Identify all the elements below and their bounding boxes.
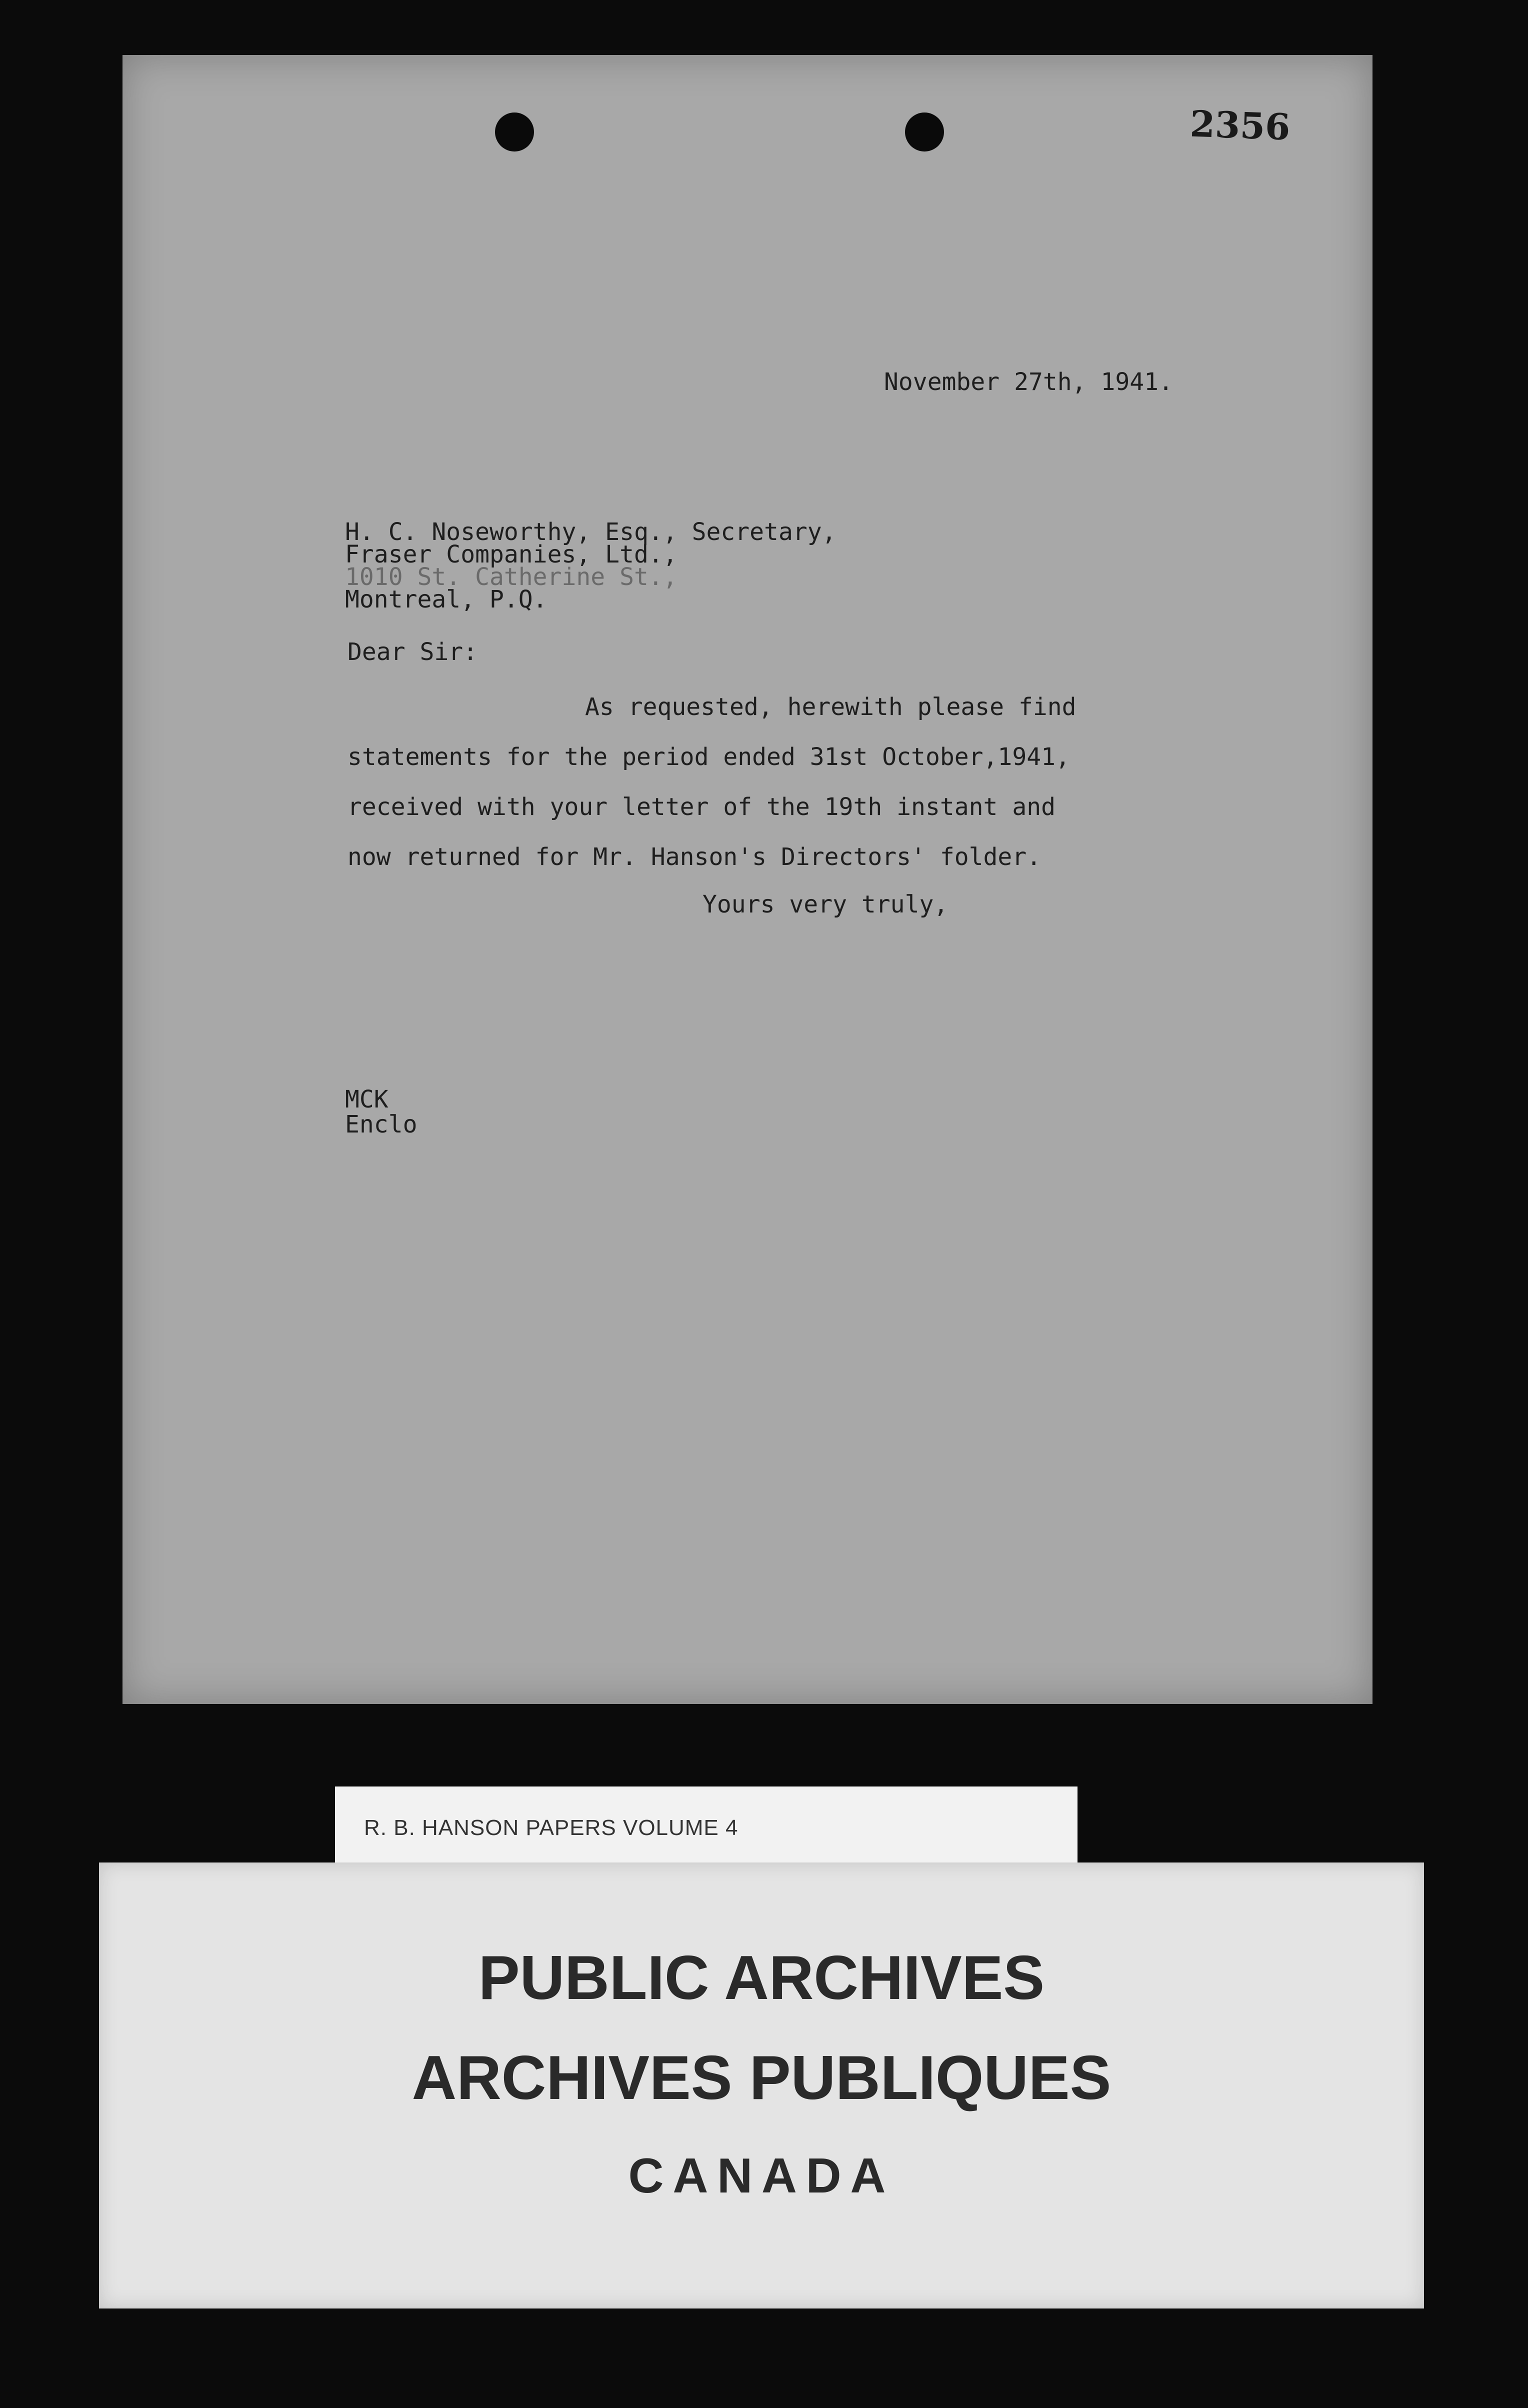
archives-line-country: CANADA (628, 2148, 895, 2203)
punch-hole-right (905, 112, 944, 152)
volume-label (335, 1786, 1078, 1862)
body-line-4: now returned for Mr. Hanson's Directors' folder. (348, 843, 1042, 871)
closing: Yours very truly, (702, 890, 948, 918)
salutation: Dear Sir: (348, 638, 478, 666)
recipient-line-2: Fraser Companies, Ltd., (345, 540, 678, 568)
body-line-1: As requested, herewith please find (585, 693, 1076, 721)
volume-label-text: R. B. HANSON PAPERS VOLUME 4 (364, 1816, 738, 1840)
recipient-line-1: H. C. Noseworthy, Esq., Secretary, (345, 518, 836, 546)
page-number: 2356 (1189, 102, 1291, 148)
body-line-3: received with your letter of the 19th instant and (348, 793, 1056, 821)
body-line-2: statements for the period ended 31st October,1941, (348, 743, 1070, 771)
recipient-line-4: Montreal, P.Q. (345, 586, 548, 614)
typist-initials: MCK (345, 1086, 388, 1114)
recipient-line-3: 1010 St. Catherine St., (345, 563, 678, 591)
archives-card (99, 1862, 1424, 2308)
punch-hole-left (495, 112, 534, 152)
letter-page (122, 55, 1372, 1704)
letter-date: November 27th, 1941. (884, 368, 1173, 396)
enclosure-note: Enclo (345, 1110, 418, 1138)
archives-line-french: ARCHIVES PUBLIQUES (412, 2044, 1112, 2112)
archives-line-english: PUBLIC ARCHIVES (478, 1944, 1045, 2012)
